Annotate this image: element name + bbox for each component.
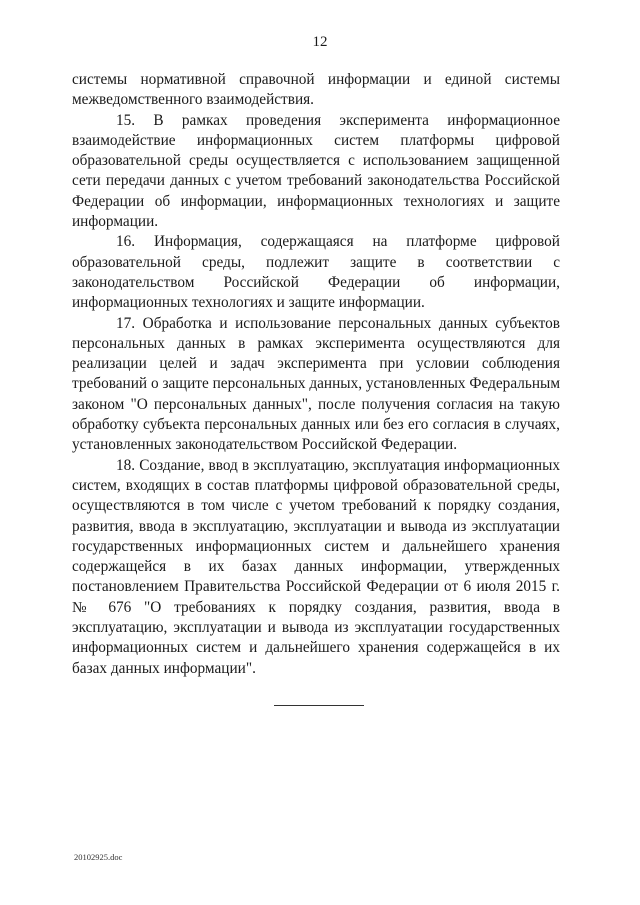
document-body (72, 70, 560, 679)
paragraph-continuation: системы нормативной справочной информации и единой системы межведомственного взаимодействия. (72, 71, 560, 109)
paragraph-clause-18: 18. Создание, ввод в эксплуатацию, эксплуатация информационных систем, входящих в состав платформы цифровой образовательной среды, осуществляются в том числе с учетом требований к порядку создания, развития, ввода в эксплуатацию, эксплуатации и вывода из эксплуатации государственных информационных систем и дальнейшего хранения содержащейся в их базах данных информации, утвержденных постановлением Правительства Российской Федерации от 6 июля 2015 г. № 676 "О требованиях к порядку создания, развития, ввода в эксплуатацию, эксплуатации и вывода из эксплуатации государственных информационных систем и дальнейшего хранения содержащейся в их базах данных информации". (72, 456, 560, 677)
paragraph-clause-17: 17. Обработка и использование персональных данных субъектов персональных данных в рамках эксперимента осуществляются для реализации целей и задач эксперимента при условии соблюдения требований о защите персональных данных, установленных Федеральным законом "О персональных данных", после получения согласия на такую обработку субъекта персональных данных или без его согласия в случаях, установленных законодательством Российской Федерации. (72, 314, 560, 454)
footer-filename: 20102925.doc (74, 852, 123, 862)
paragraph-clause-16: 16. Информация, содержащаяся на платформе цифровой образовательной среды, подлежит защите в соответствии с законодательством Российской Федерации об информации, информационных технологиях и защите информации. (72, 233, 560, 312)
page-number: 12 (312, 34, 328, 50)
paragraph-clause-15: 15. В рамках проведения эксперимента информационное взаимодействие информационных систем платформы цифровой образовательной среды осуществляется с использованием защищенной сети передачи данных с учетом требований законодательства Российской Федерации об информации, информационных технологиях и защите информации. (72, 111, 560, 231)
end-of-document-rule (274, 705, 364, 706)
